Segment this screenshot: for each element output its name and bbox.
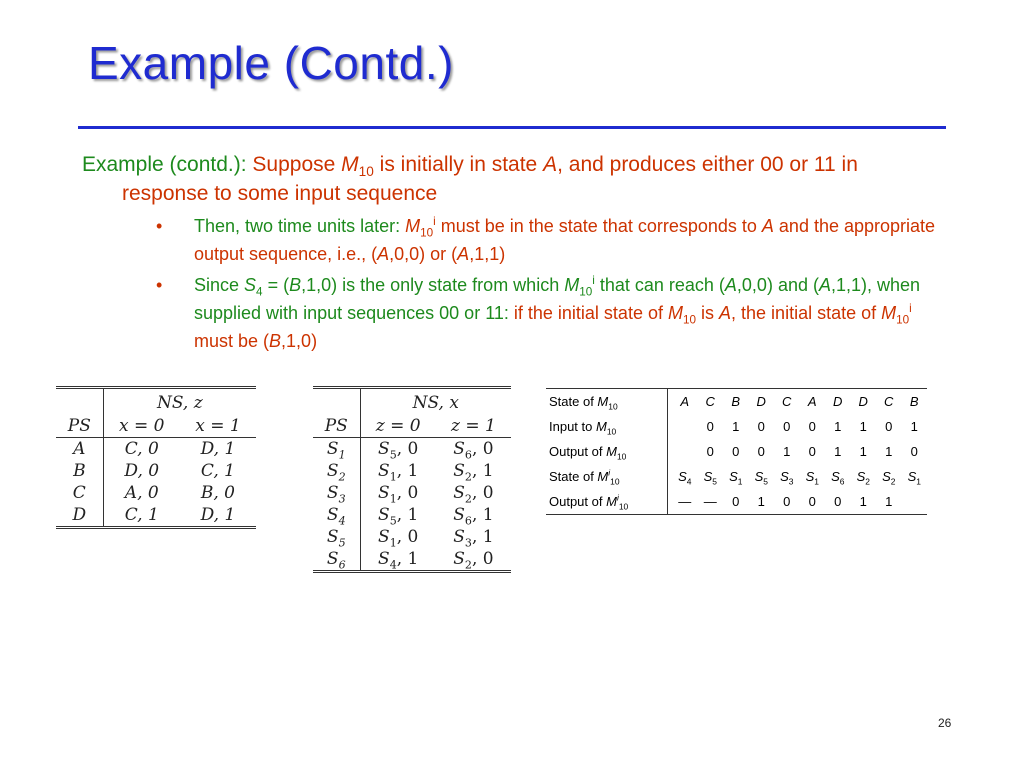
intro-m-sub: 10 [358, 164, 374, 180]
b2-s: S [244, 275, 257, 295]
seq-label: Input to $M_{10}$ [546, 414, 668, 439]
intro-m: M [341, 153, 359, 176]
seq-label: Output of $M_{10}$ [546, 439, 668, 464]
b2-a3: A [719, 303, 732, 323]
b2-m: M [564, 275, 580, 295]
b2-m3: M [881, 303, 897, 323]
b2-g5: ,0,0) and ( [736, 275, 819, 295]
b2-r5: ,1,0) [281, 331, 318, 351]
ns-z-header: NS, z [156, 393, 203, 413]
intro-lead: Example (contd.): [82, 153, 253, 176]
intro-tail: , and produces either 00 or 11 in response to some input sequence [122, 153, 858, 205]
slide-title: Example (Contd.) [88, 37, 454, 89]
intro-mid: is initially in state [373, 153, 544, 176]
state-row-ps: $S_4$ [313, 504, 360, 526]
seq-row-state-inverse: State of $M^i_{10}$ $S_4$ $S_5$ $S_1$ $S_5$ $S_3$ $S_1$ $S_6$ $S_2$ $S_2$ $S_1$ [546, 464, 927, 489]
state-row-z0: $S_1$, 0 [378, 527, 419, 550]
state-row-ps: $S_1$ [313, 438, 360, 461]
b1-rest2: and the appropriate output sequence, i.e., ( [194, 216, 936, 264]
z1-header: z = 1 [451, 416, 496, 436]
b1-rest1: must be in the state that corresponds to [435, 216, 762, 236]
state-row-x1: D, 1 [200, 439, 236, 459]
state-row-z1: $S_2$, 0 [453, 549, 494, 572]
state-row-x0: D, 0 [124, 461, 160, 481]
b2-r2: is [696, 303, 720, 323]
state-row-z1: $S_6$, 0 [453, 439, 494, 462]
state-row-ps: C [56, 482, 103, 504]
state-row-ps: $S_2$ [313, 460, 360, 482]
b2-s-sub: 4 [256, 285, 263, 299]
state-row-z0: $S_5$, 1 [378, 505, 419, 528]
state-row-x1: D, 1 [200, 505, 236, 525]
b1-lead: Then, two time units later: [194, 216, 406, 236]
state-row-x0: C, 1 [124, 505, 159, 525]
title-underline [78, 126, 946, 129]
b2-g3: ,1,0) is the only state from which [301, 275, 565, 295]
b1-m-sup: i [433, 215, 436, 228]
b2-r4: must be ( [194, 331, 270, 351]
b1-a2: A [377, 244, 390, 264]
seq-label: State of $M^i_{10}$ [546, 464, 668, 489]
state-row-ps: $S_6$ [313, 548, 360, 572]
b2-m2-sub: 10 [682, 313, 696, 327]
bullet-item-1 [82, 212, 942, 268]
bullet-list [82, 212, 942, 355]
state-table-m10 [56, 386, 256, 529]
b1-rest4: ,1,1) [469, 244, 506, 264]
b2-r1: if the initial state of [513, 303, 668, 323]
b2-g2: = ( [262, 275, 290, 295]
b2-r3: , the initial state of [731, 303, 882, 323]
intro-suppose: Suppose [252, 153, 342, 176]
seq-row-input: Input to $M_{10}$ 0 1 0 0 0 1 1 0 1 [546, 414, 927, 439]
b2-g6: ,1,1), when supplied with input sequences 00 or 11: [194, 275, 921, 323]
b2-m-sub: 10 [579, 285, 593, 299]
seq-row-output-inverse: Output of $M^i_{10}$ — — 0 1 0 0 0 1 1 [546, 489, 927, 515]
seq-label: State of $M_{10}$ [546, 389, 668, 415]
b2-g4: that can reach ( [594, 275, 725, 295]
state-row-ps: $S_5$ [313, 526, 360, 548]
z0-header: z = 0 [375, 416, 421, 436]
b1-m-sub: 10 [420, 226, 434, 240]
slide-body [82, 150, 942, 358]
seq-label: Output of $M^i_{10}$ [546, 489, 668, 515]
x0-header: x = 0 [119, 416, 165, 436]
b1-a3: A [457, 244, 470, 264]
ps-header: PS [313, 415, 360, 438]
state-table-m10-inverse [313, 386, 511, 573]
state-row-z0: $S_1$, 1 [378, 461, 419, 484]
b2-m3-sub: 10 [896, 313, 910, 327]
bullet-dot-icon: • [156, 216, 163, 236]
b1-a1: A [761, 216, 774, 236]
x1-header: x = 1 [195, 416, 241, 436]
b1-rest3: ,0,0) or ( [389, 244, 458, 264]
state-row-x1: B, 0 [200, 483, 235, 503]
ps-header: PS [56, 415, 103, 438]
state-row-x1: C, 1 [200, 461, 235, 481]
state-row-ps: A [56, 438, 103, 461]
state-row-z0: $S_1$, 0 [378, 483, 419, 506]
b2-m2: M [667, 303, 683, 323]
bullet-dot-icon: • [156, 275, 163, 295]
page-number: 26 [938, 716, 952, 730]
b2-b2: B [269, 331, 282, 351]
intro-paragraph [82, 150, 942, 208]
intro-a: A [543, 153, 558, 176]
b2-a2: A [818, 275, 831, 295]
state-row-x0: C, 0 [124, 439, 159, 459]
state-row-z0: $S_5$, 0 [378, 439, 419, 462]
b2-g1: Since [194, 275, 245, 295]
state-row-ps: $S_3$ [313, 482, 360, 504]
b2-m-sup: i [592, 274, 595, 287]
b2-a1: A [724, 275, 737, 295]
state-row-z1: $S_2$, 1 [453, 461, 494, 484]
state-row-z0: $S_4$, 1 [378, 549, 419, 572]
state-row-z1: $S_2$, 0 [453, 483, 494, 506]
state-row-ps: D [56, 504, 103, 528]
sequence-table [546, 388, 927, 515]
seq-row-output: Output of $M_{10}$ 0 0 0 1 0 1 1 1 0 [546, 439, 927, 464]
b1-m: M [405, 216, 421, 236]
state-row-z1: $S_3$, 1 [453, 527, 494, 550]
state-row-ps: B [56, 460, 103, 482]
state-row-z1: $S_6$, 1 [453, 505, 494, 528]
bullet-item-2 [82, 271, 942, 355]
b2-m3-sup: i [909, 302, 912, 315]
seq-row-state: State of $M_{10}$ A C B D C A D D C B [546, 389, 927, 415]
ns-x-header: NS, x [412, 393, 459, 413]
b2-b: B [289, 275, 302, 295]
state-row-x0: A, 0 [124, 483, 159, 503]
